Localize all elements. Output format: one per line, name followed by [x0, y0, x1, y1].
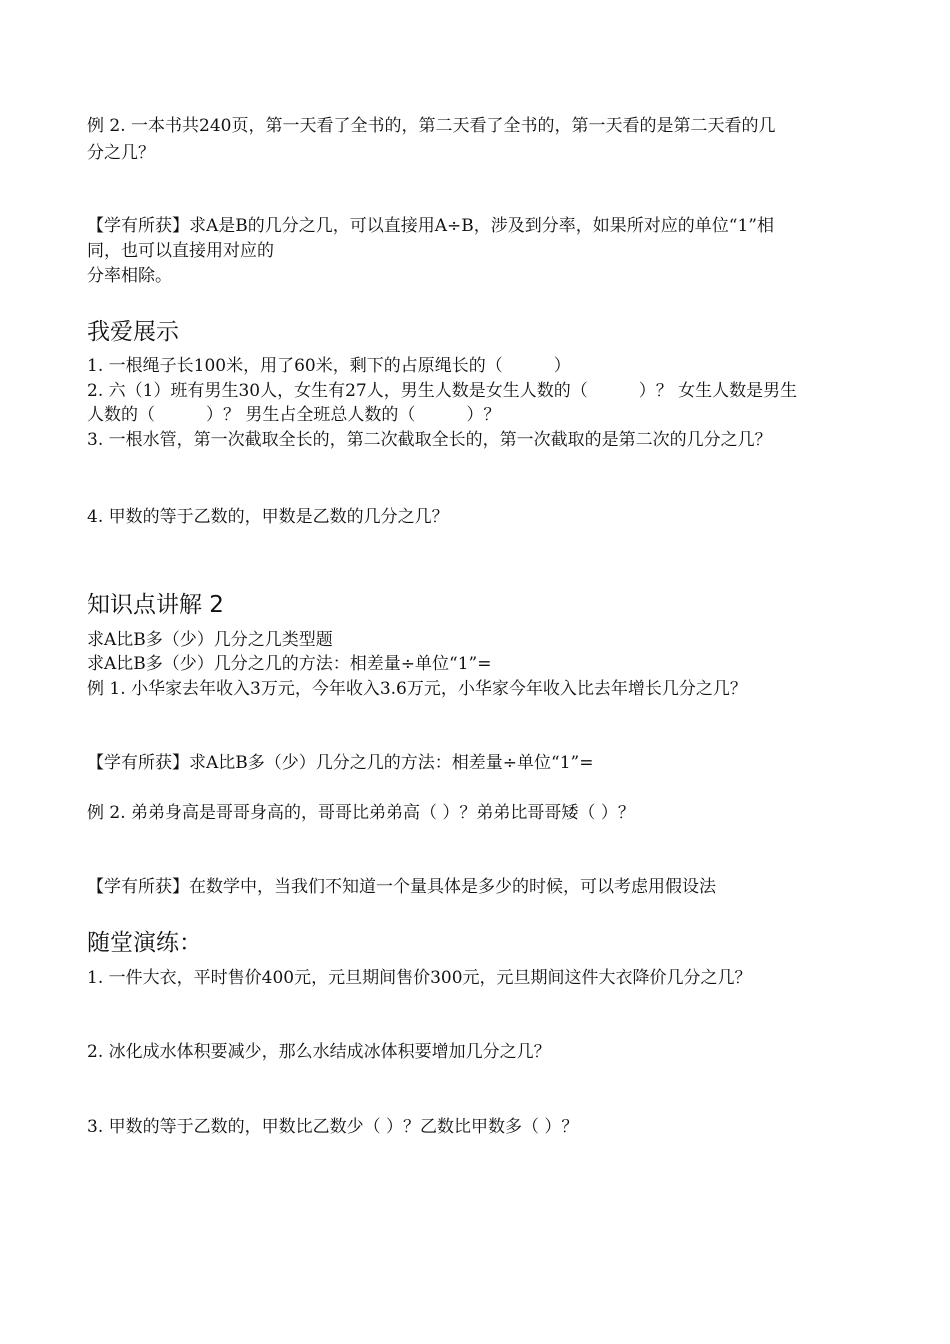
section-heading-show: 我爱展示 — [87, 319, 179, 345]
show-question-2: 2. 六（1）班有男生30人，女生有27人，男生人数是女生人数的（ ）？ 女生人数是男生 — [87, 381, 798, 401]
learning-gain-1: 【学有所获】求A是B的几分之几，可以直接用A÷B，涉及到分率，如果所对应的单位“1”相 — [87, 216, 774, 236]
section-heading-practice: 随堂演练： — [87, 930, 202, 956]
practice-question-3: 3. 甲数的等于乙数的，甲数比乙数少（ ）？乙数比甲数多（ ）？ — [87, 1117, 579, 1137]
show-question-3: 3. 一根水管，第一次截取全长的，第二次截取全长的，第一次截取的是第二次的几分之几？ — [87, 430, 772, 450]
learning-gain-1-continued: 同，也可以直接用对应的 — [87, 241, 274, 261]
knowledge-2-method: 求A比B多（少）几分之几的方法：相差量÷单位“1”= — [87, 654, 492, 674]
learning-gain-3: 【学有所获】在数学中，当我们不知道一个量具体是多少的时候，可以考虑用假设法 — [87, 877, 716, 897]
knowledge-2-type: 求A比B多（少）几分之几类型题 — [87, 630, 333, 650]
show-question-2-continued: 人数的（ ）？ 男生占全班总人数的（ ）？ — [87, 405, 501, 425]
learning-gain-1-end: 分率相除。 — [87, 266, 172, 286]
section-heading-knowledge-2: 知识点讲解 2 — [87, 592, 224, 618]
practice-question-2: 2. 冰化成水体积要减少，那么水结成冰体积要增加几分之几？ — [87, 1042, 551, 1062]
knowledge-2-example-1: 例 1. 小华家去年收入3万元，今年收入3.6万元，小华家今年收入比去年增长几分之几？ — [87, 679, 747, 699]
example-2-text-continued: 分之几？ — [87, 143, 155, 163]
knowledge-2-example-2: 例 2. 弟弟身高是哥哥身高的，哥哥比弟弟高（ ）？弟弟比哥哥矮（ ）？ — [87, 803, 635, 823]
learning-gain-2: 【学有所获】求A比B多（少）几分之几的方法：相差量÷单位“1”= — [87, 753, 594, 773]
example-2-text: 例 2. 一本书共240页，第一天看了全书的，第二天看了全书的，第一天看的是第二天看的几 — [87, 116, 776, 136]
practice-question-1: 1. 一件大衣，平时售价400元，元旦期间售价300元，元旦期间这件大衣降价几分之几？ — [87, 968, 752, 988]
show-question-1: 1. 一根绳子长100米，用了60米，剩下的占原绳长的（ ） — [87, 356, 571, 376]
show-question-4: 4. 甲数的等于乙数的，甲数是乙数的几分之几？ — [87, 507, 449, 527]
